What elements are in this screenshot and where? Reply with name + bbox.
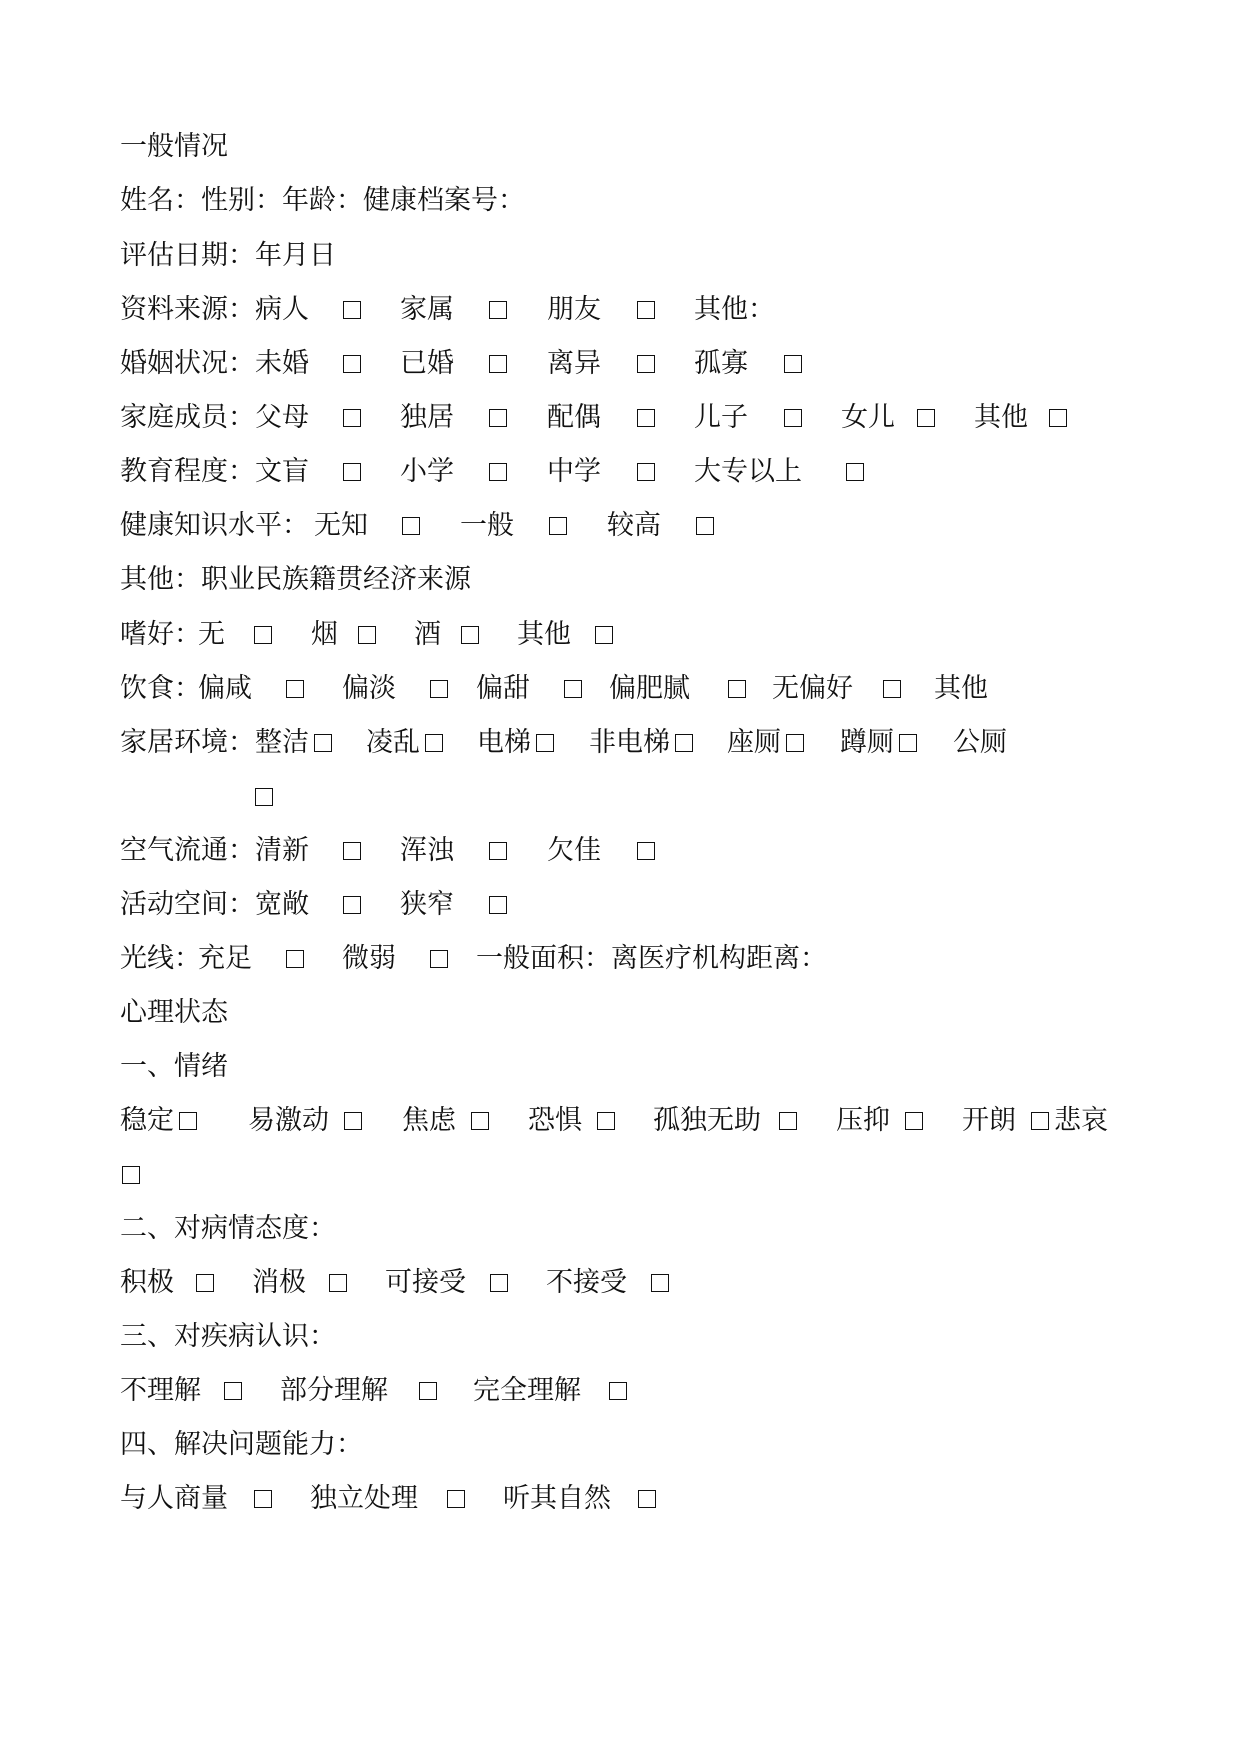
solving-option-let-it-be: 听其自然 [503,1483,611,1514]
space-option-narrow: 狭窄 [400,889,454,920]
education-option-college: 大专以上 [694,456,802,487]
marital-divorced-checkbox[interactable] [637,355,655,373]
source-option-patient: 病人 [255,294,309,325]
diet-option-no-preference: 无偏好 [772,673,853,704]
other-info-fields: 其他：职业民族籍贯经济来源 [120,564,471,595]
marital-married-checkbox[interactable] [489,355,507,373]
name-gender-age-record-fields: 姓名：性别：年龄：健康档案号： [120,185,525,216]
air-option-poor: 欠佳 [547,835,601,866]
emotion-title: 一、情绪 [120,1051,228,1082]
diet-bland-checkbox[interactable] [430,680,448,698]
family-alone-checkbox[interactable] [489,409,507,427]
air-poor-checkbox[interactable] [637,842,655,860]
home-messy-checkbox[interactable] [425,734,443,752]
emotion-option-stable: 稳定 [120,1105,174,1136]
solving-consult-checkbox[interactable] [254,1490,272,1508]
home-option-no-elevator: 非电梯 [589,727,670,758]
knowledge-average-checkbox[interactable] [549,517,567,535]
attitude-negative-checkbox[interactable] [329,1274,347,1292]
hobby-label: 嗜好： [120,619,201,650]
solving-independent-checkbox[interactable] [447,1490,465,1508]
emotion-option-anxious: 焦虑 [402,1105,456,1136]
emotion-sad-checkbox[interactable] [122,1166,140,1184]
hobby-option-other: 其他 [517,619,571,650]
hobby-none-checkbox[interactable] [254,626,272,644]
cognition-option-none: 不理解 [120,1375,201,1406]
source-option-family: 家属 [400,294,454,325]
emotion-option-lonely: 孤独无助 [653,1105,761,1136]
education-secondary-checkbox[interactable] [637,463,655,481]
diet-option-bland: 偏淡 [342,673,396,704]
light-option-sufficient: 充足 [198,943,252,974]
emotion-option-depressed: 压抑 [836,1105,890,1136]
diet-salty-checkbox[interactable] [286,680,304,698]
hobby-smoke-checkbox[interactable] [358,626,376,644]
education-college-checkbox[interactable] [846,463,864,481]
eval-date-field: 评估日期：年月日 [120,240,336,271]
family-spouse-checkbox[interactable] [637,409,655,427]
family-other-checkbox[interactable] [1049,409,1067,427]
emotion-option-fearful: 恐惧 [528,1105,582,1136]
diet-other: 其他 [934,673,988,704]
attitude-option-positive: 积极 [120,1267,174,1298]
attitude-option-negative: 消极 [252,1267,306,1298]
source-family-checkbox[interactable] [489,301,507,319]
education-option-secondary: 中学 [547,456,601,487]
home-option-messy: 凌乱 [366,727,420,758]
home-option-public-toilet: 公厕 [953,727,1007,758]
air-label: 空气流通： [120,835,255,866]
marital-option-widowed: 孤寡 [694,348,748,379]
problem-solving-title: 四、解决问题能力： [120,1429,363,1460]
home-env-label: 家居环境： [120,727,255,758]
cognition-partial-checkbox[interactable] [419,1382,437,1400]
marital-option-single: 未婚 [255,348,309,379]
section-heading: 一般情况 [120,131,228,162]
attitude-option-accept: 可接受 [385,1267,466,1298]
family-daughter-checkbox[interactable] [917,409,935,427]
source-label: 资料来源： [120,294,255,325]
emotion-excitable-checkbox[interactable] [344,1112,362,1130]
source-other: 其他： [694,294,775,325]
source-patient-checkbox[interactable] [343,301,361,319]
hobby-option-alcohol: 酒 [414,619,441,650]
space-spacious-checkbox[interactable] [343,896,361,914]
space-label: 活动空间： [120,889,255,920]
home-option-squat-toilet: 蹲厕 [840,727,894,758]
attitude-reject-checkbox[interactable] [651,1274,669,1292]
knowledge-option-average: 一般 [460,510,514,541]
attitude-accept-checkbox[interactable] [490,1274,508,1292]
marital-option-married: 已婚 [400,348,454,379]
attitude-title: 二、对病情态度： [120,1213,336,1244]
cognition-option-full: 完全理解 [473,1375,581,1406]
education-illiterate-checkbox[interactable] [343,463,361,481]
space-option-spacious: 宽敞 [255,889,309,920]
marital-widowed-checkbox[interactable] [784,355,802,373]
family-option-daughter: 女儿 [841,402,895,433]
knowledge-high-checkbox[interactable] [696,517,714,535]
diet-option-sweet: 偏甜 [476,673,530,704]
area-distance-fields: 一般面积：离医疗机构距离： [476,943,827,974]
family-option-spouse: 配偶 [547,402,601,433]
family-option-other: 其他 [974,402,1028,433]
home-tidy-checkbox[interactable] [314,734,332,752]
light-sufficient-checkbox[interactable] [286,950,304,968]
diet-greasy-checkbox[interactable] [728,680,746,698]
family-label: 家庭成员： [120,402,255,433]
education-option-primary: 小学 [400,456,454,487]
cognition-full-checkbox[interactable] [609,1382,627,1400]
solving-option-independent: 独立处理 [310,1483,418,1514]
cognition-none-checkbox[interactable] [224,1382,242,1400]
emotion-cheerful-checkbox[interactable] [1031,1112,1049,1130]
diet-label: 饮食： [120,673,201,704]
source-option-friend: 朋友 [547,294,601,325]
diet-option-greasy: 偏肥腻 [609,673,690,704]
family-option-son: 儿子 [694,402,748,433]
hobby-other-checkbox[interactable] [595,626,613,644]
home-public-toilet-checkbox[interactable] [255,788,273,806]
diet-option-salty: 偏咸 [198,673,252,704]
air-option-fresh: 清新 [255,835,309,866]
space-narrow-checkbox[interactable] [489,896,507,914]
marital-label: 婚姻状况： [120,348,255,379]
diet-no-preference-checkbox[interactable] [883,680,901,698]
education-primary-checkbox[interactable] [489,463,507,481]
family-option-parents: 父母 [255,402,309,433]
air-fresh-checkbox[interactable] [343,842,361,860]
home-elevator-checkbox[interactable] [536,734,554,752]
cognition-option-partial: 部分理解 [280,1375,388,1406]
hobby-alcohol-checkbox[interactable] [461,626,479,644]
emotion-fearful-checkbox[interactable] [597,1112,615,1130]
attitude-positive-checkbox[interactable] [196,1274,214,1292]
family-son-checkbox[interactable] [784,409,802,427]
section-heading: 心理状态 [120,997,228,1028]
emotion-option-excitable: 易激动 [248,1105,329,1136]
home-option-elevator: 电梯 [477,727,531,758]
hobby-option-none: 无 [198,619,225,650]
source-friend-checkbox[interactable] [637,301,655,319]
air-turbid-checkbox[interactable] [489,842,507,860]
emotion-option-sad: 悲哀 [1054,1105,1108,1136]
light-weak-checkbox[interactable] [430,950,448,968]
emotion-lonely-checkbox[interactable] [779,1112,797,1130]
air-option-turbid: 浑浊 [400,835,454,866]
knowledge-none-checkbox[interactable] [402,517,420,535]
family-option-alone: 独居 [400,402,454,433]
emotion-anxious-checkbox[interactable] [471,1112,489,1130]
education-option-illiterate: 文盲 [255,456,309,487]
home-no-elevator-checkbox[interactable] [675,734,693,752]
knowledge-option-none: 无知 [314,510,368,541]
home-option-tidy: 整洁 [255,727,309,758]
emotion-depressed-checkbox[interactable] [905,1112,923,1130]
light-label: 光线： [120,943,201,974]
marital-single-checkbox[interactable] [343,355,361,373]
education-label: 教育程度： [120,456,255,487]
knowledge-option-high: 较高 [607,510,661,541]
diet-sweet-checkbox[interactable] [564,680,582,698]
home-squat-toilet-checkbox[interactable] [899,734,917,752]
marital-option-divorced: 离异 [547,348,601,379]
home-sitting-toilet-checkbox[interactable] [786,734,804,752]
emotion-stable-checkbox[interactable] [179,1112,197,1130]
hobby-option-smoke: 烟 [311,619,338,650]
emotion-option-cheerful: 开朗 [962,1105,1016,1136]
home-option-sitting-toilet: 座厕 [727,727,781,758]
cognition-title: 三、对疾病认识： [120,1321,336,1352]
attitude-option-reject: 不接受 [546,1267,627,1298]
solving-option-consult: 与人商量 [120,1483,228,1514]
solving-let-it-be-checkbox[interactable] [638,1490,656,1508]
health-knowledge-label: 健康知识水平： [120,510,309,541]
light-option-weak: 微弱 [342,943,396,974]
family-parents-checkbox[interactable] [343,409,361,427]
